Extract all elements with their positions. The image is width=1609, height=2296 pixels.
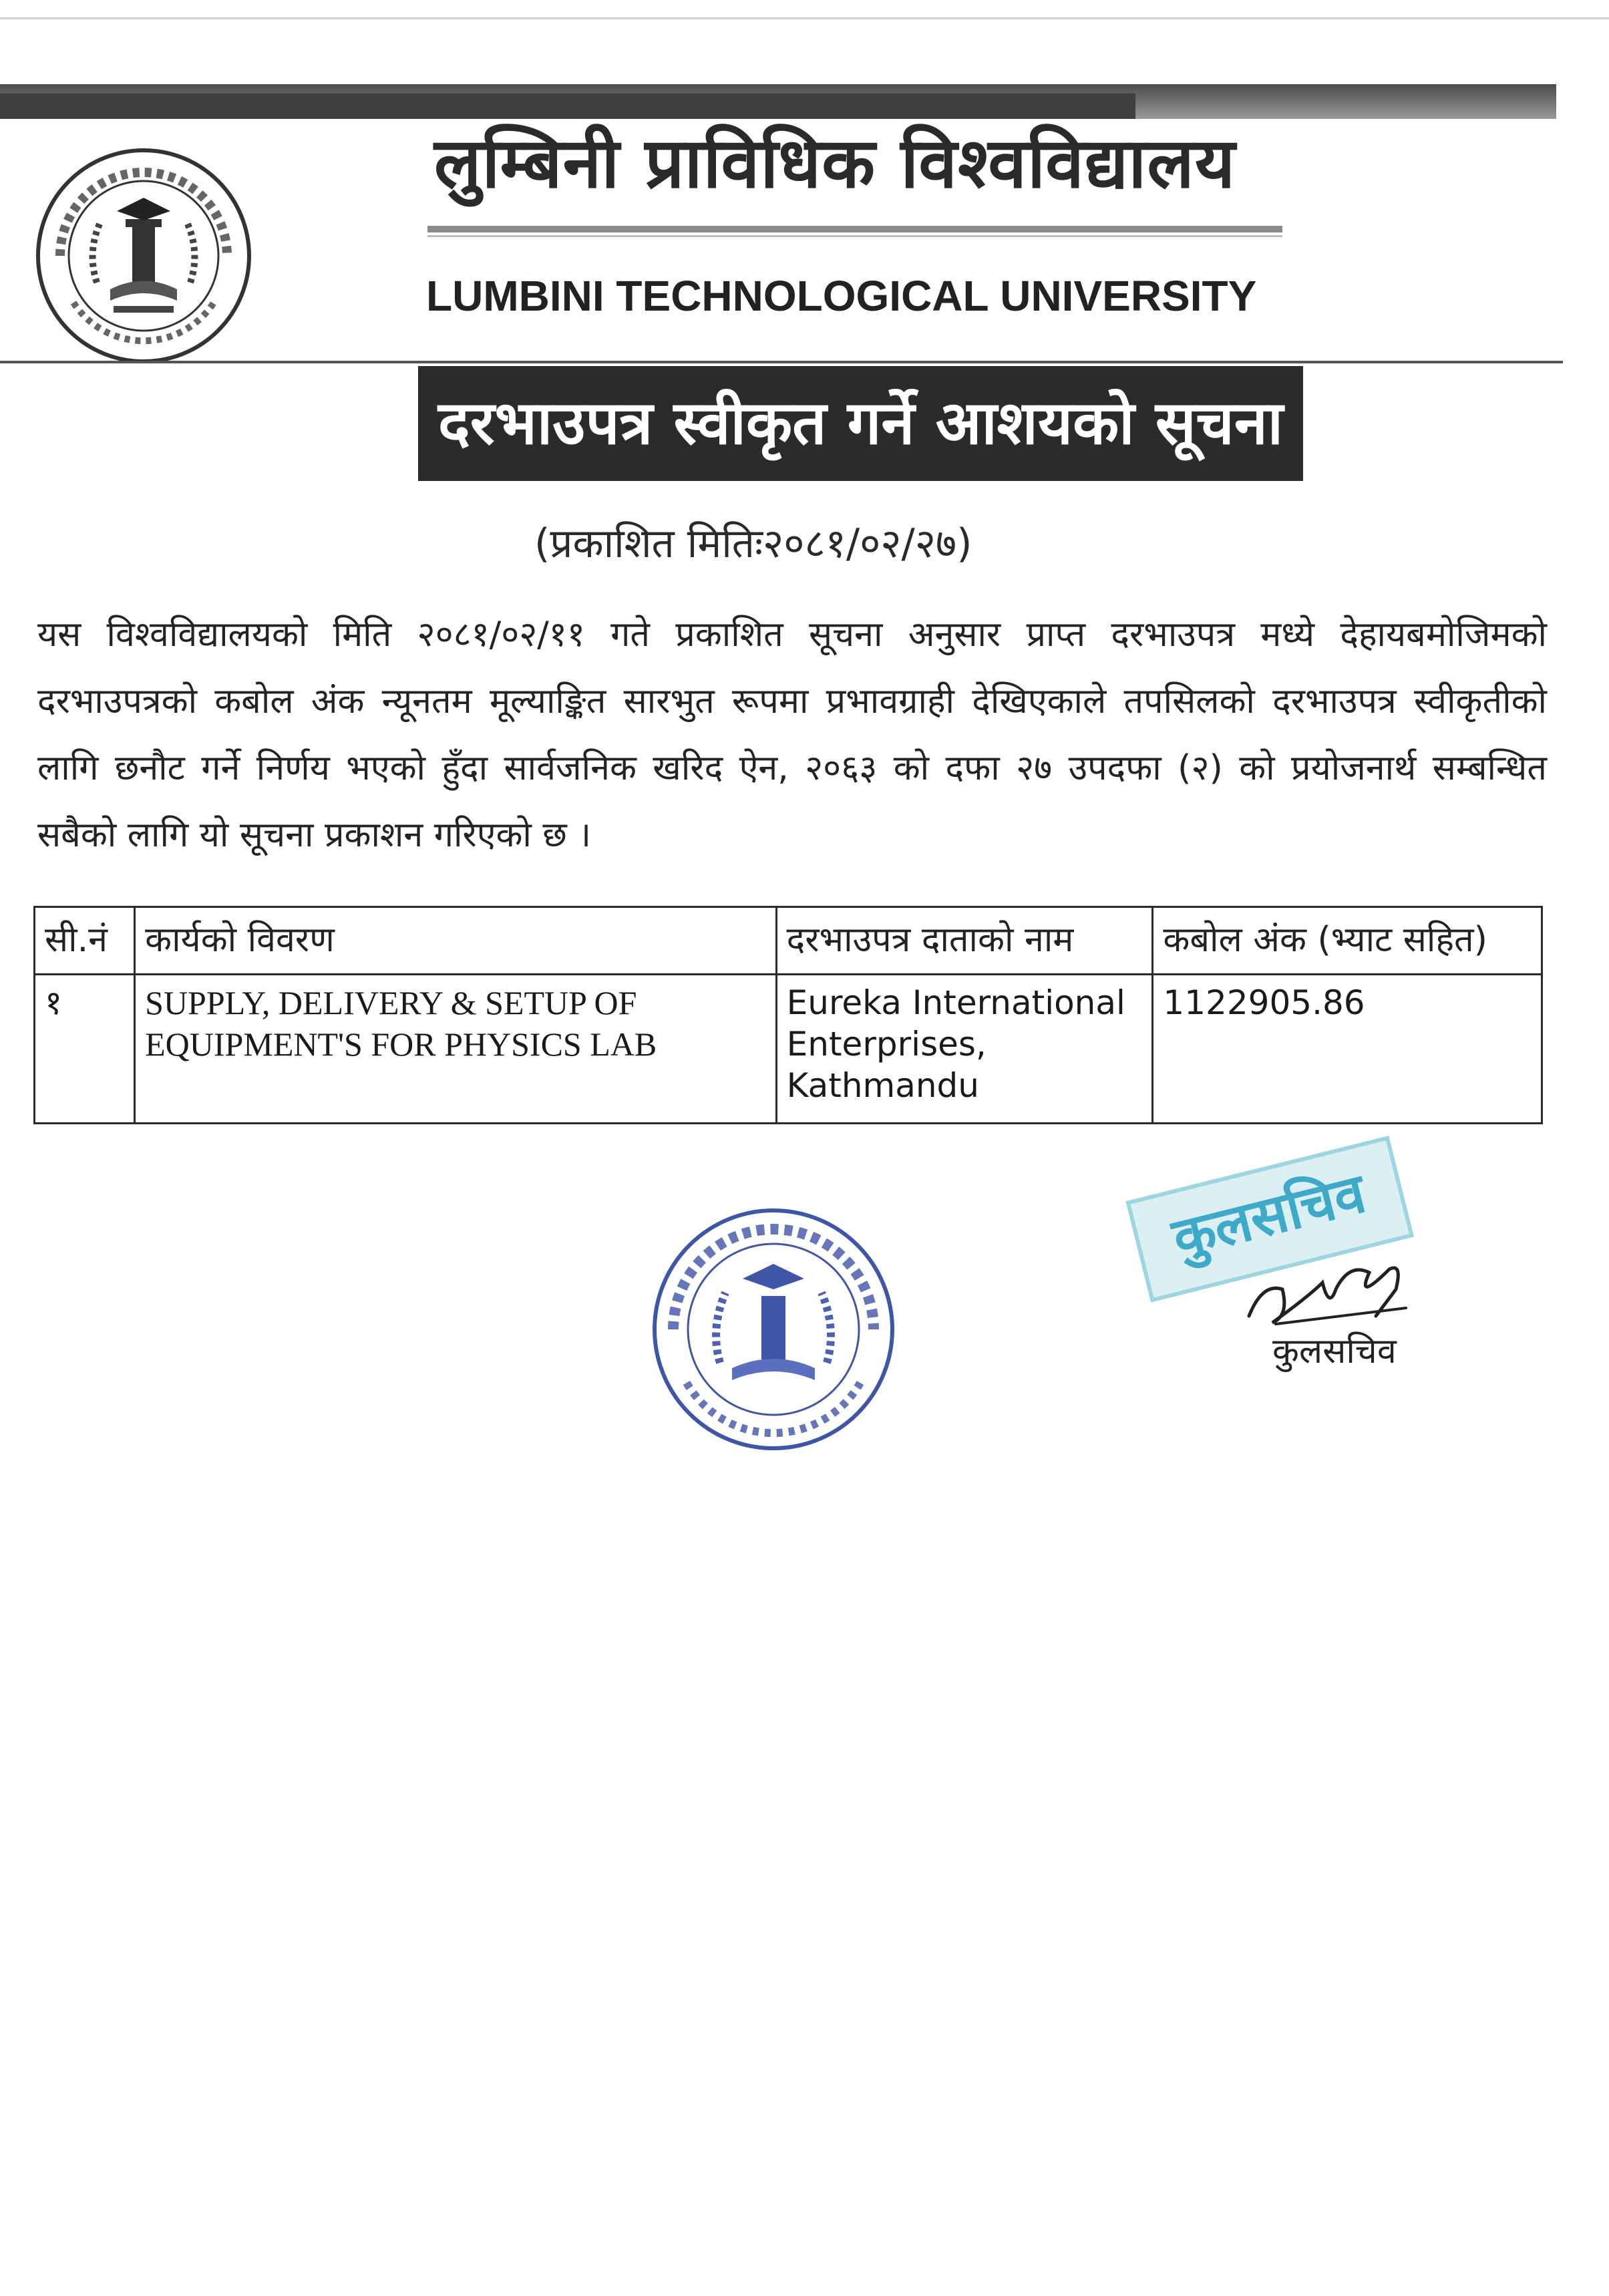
header-divider: [427, 226, 1282, 232]
header-bottom-rule: [0, 361, 1563, 363]
published-date: (प्रकाशित मितिः२०८१/०२/२७): [534, 520, 972, 567]
header-description: कार्यको विवरण: [135, 907, 777, 975]
table-row: [35, 975, 1542, 1124]
header-bidder: दरभाउपत्र दाताको नाम: [776, 907, 1153, 975]
university-name-english: LUMBINI TECHNOLOGICAL UNIVERSITY: [426, 272, 1257, 320]
row-amount: 1122905.86: [1153, 975, 1542, 1124]
row-description: SUPPLY, DELIVERY & SETUP OF EQUIPMENT'S FOR PHYSICS LAB: [135, 975, 777, 1124]
university-stamp-icon: [647, 1202, 900, 1456]
signatory-title: कुलसचिव: [1272, 1331, 1397, 1371]
registrar-stamp-text: कुलसचिव: [1166, 1161, 1372, 1271]
header-sn: सी.नं: [35, 907, 135, 975]
header-amount: कबोल अंक (भ्याट सहित): [1153, 907, 1542, 975]
row-bidder: Eureka International Enterprises, Kathmandu: [776, 975, 1153, 1124]
table-header-row: [35, 907, 1542, 975]
header-divider-thin: [427, 235, 1282, 237]
notice-title: दरभाउपत्र स्वीकृत गर्ने आशयको सूचना: [418, 366, 1303, 481]
award-table: [33, 906, 1543, 1124]
notice-body: यस विश्वविद्यालयको मिति २०८१/०२/११ गते प्रकाशित सूचना अनुसार प्राप्त दरभाउपत्र मध्ये देहायबमोजिमको दरभाउपत्रको कबोल अंक न्यूनतम मूल्याङ्कित सारभुत रूपमा प्रभावग्राही देखिएकाले तपसिलको दरभाउपत्र स्वीकृतीको लागि छनौट गर्ने निर्णय भएको हुँदा सार्वजनिक खरिद ऐन, २०६३ को दफा २७ उपदफा (२) को प्रयोजनार्थ सम्बन्धित सबैको लागि यो सूचना प्रकाशन गरिएको छ ।: [37, 615, 1547, 855]
top-scan-line: [0, 17, 1609, 19]
university-name-nepali: लुम्बिनी प्राविधिक विश्वविद्यालय: [434, 122, 1236, 204]
row-sn: १: [35, 975, 135, 1124]
university-seal-icon: [33, 146, 254, 366]
